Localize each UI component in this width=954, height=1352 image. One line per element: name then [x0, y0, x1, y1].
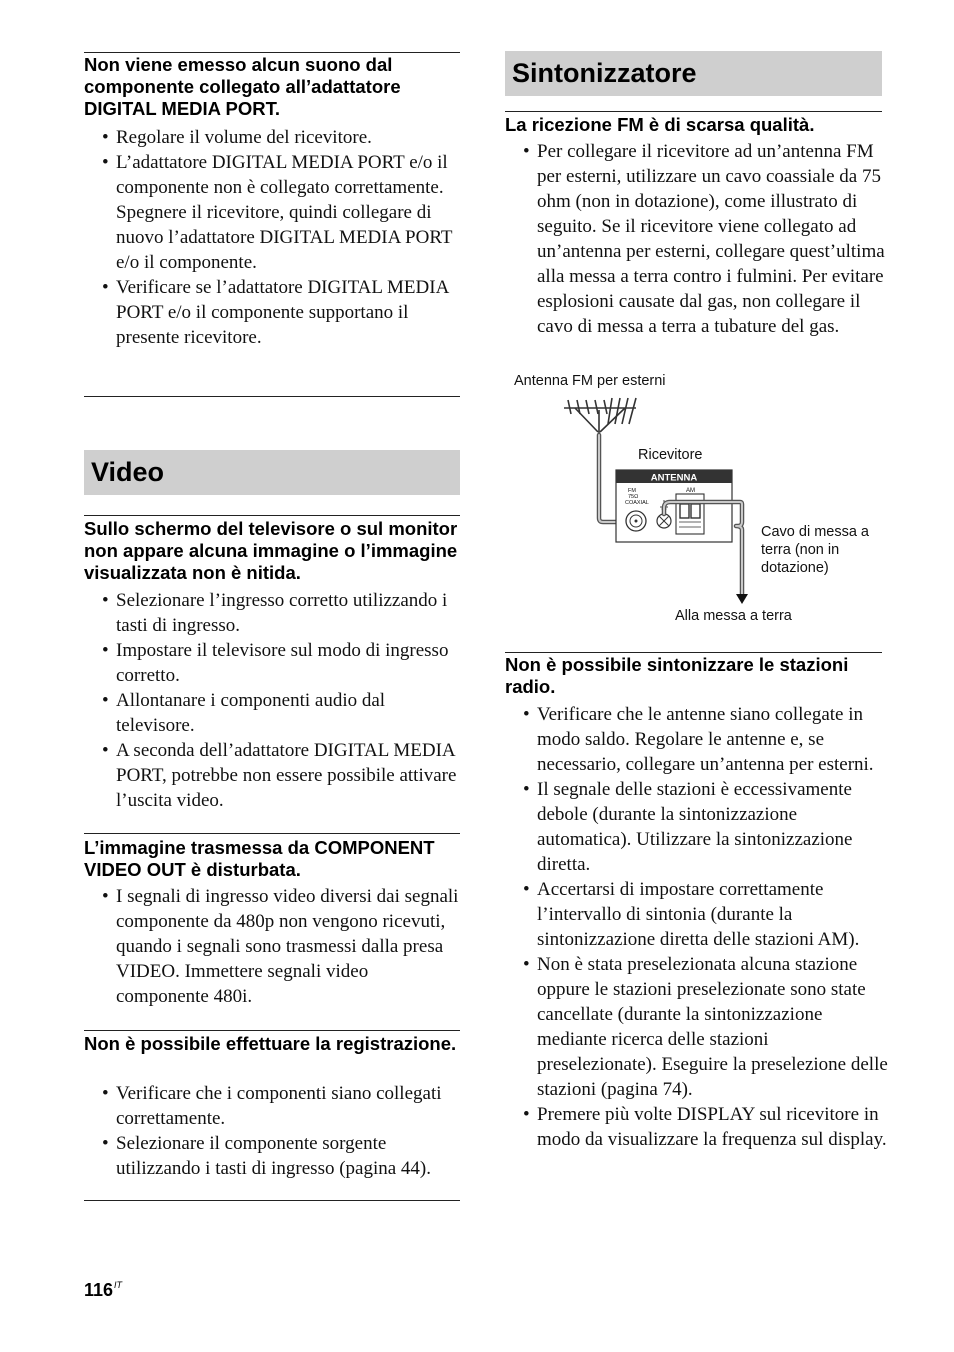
antenna-connection-diagram	[540, 390, 770, 620]
list-cannot-tune	[505, 702, 890, 1152]
list-item: • Regolare il volume del ricevitore.	[84, 125, 464, 150]
rule	[84, 833, 460, 834]
list-item: • A seconda dell’adattatore DIGITAL MEDIA PORT, potrebbe non essere possibile attivare l’uscita video.	[84, 738, 464, 813]
list-item: • Selezionare il componente sorgente utilizzando i tasti di ingresso (pagina 44).	[84, 1131, 464, 1181]
list-item: • Verificare se l’adattatore DIGITAL MEDIA PORT e/o il componente supportano il presente ricevitore.	[84, 275, 464, 350]
rule-top-left	[84, 52, 460, 53]
outdoor-antenna-icon	[564, 398, 636, 435]
list-item: • Il segnale delle stazioni è eccessivamente debole (durante la sintonizzazione automatica). Utilizzare la sintonizzazione diretta.	[505, 777, 890, 877]
page-number	[84, 1280, 122, 1301]
rule-bottom-left	[84, 1200, 460, 1201]
list-item: • Accertarsi di impostare correttamente l’intervallo di sintonia (durante la sintonizzazione diretta delle stazioni AM).	[505, 877, 890, 952]
am-label: AM	[686, 488, 695, 494]
list-item: • Verificare che le antenne siano collegate in modo saldo. Regolare le antenne e, se necessario, collegare un’antenna per esterni.	[505, 702, 890, 777]
rule	[84, 1030, 460, 1031]
label-ground-cable: Cavo di messa a terra (non in dotazione)	[761, 524, 869, 576]
list-no-recording	[84, 1081, 464, 1181]
arrow-down-icon	[736, 594, 748, 604]
rule	[84, 515, 460, 516]
heading-cannot-tune: Non è possibile sintonizzare le stazioni radio.	[505, 654, 849, 697]
heading-no-sound-dmport: Non viene emesso alcun suono dal componente collegato all’adattatore DIGITAL MEDIA PORT.	[84, 54, 401, 119]
list-item: • I segnali di ingresso video diversi dai segnali componente da 480p non vengono ricevuti, quando i segnali sono trasmessi dalla presa VIDEO. Immettere segnali video componente 480i.	[84, 884, 464, 1009]
section-title-tuner: Sintonizzatore	[505, 51, 882, 96]
list-item: • Non è stata preselezionata alcuna stazione oppure le stazioni preselezionate sono state cancellate (durante la sintonizzazione mediante ricerca delle stazioni preselezionate). Eseguire la preselezione delle stazioni (pagina 74).	[505, 952, 890, 1102]
label-to-ground: Alla messa a terra	[675, 608, 792, 624]
list-no-image	[84, 588, 464, 813]
page-language-suffix: IT	[114, 1280, 123, 1290]
list-item: • L’adattatore DIGITAL MEDIA PORT e/o il componente non è collegato correttamente. Spegnere il ricevitore, quindi collegare di nuovo l’adattatore DIGITAL MEDIA PORT e/o il componente.	[84, 150, 464, 275]
page-number-value: 116	[84, 1280, 114, 1300]
label-outdoor-fm-antenna: Antenna FM per esterni	[514, 373, 666, 389]
rule	[505, 652, 882, 653]
list-item: • Verificare che i componenti siano collegati correttamente.	[84, 1081, 464, 1131]
list-item: • Selezionare l’ingresso corretto utilizzando i tasti di ingresso.	[84, 588, 464, 638]
heading-no-recording: Non è possibile effettuare la registrazione.	[84, 1033, 457, 1054]
section-title-video: Video	[84, 450, 460, 495]
list-component-video-out	[84, 884, 464, 1009]
list-item: • Per collegare il ricevitore ad un’antenna FM per esterni, utilizzare un cavo coassiale da 75 ohm (non in dotazione), come illustrato di seguito. Se il ricevitore viene collegato ad un’antenna per esterni, collegare quest’ultima alla messa a terra contro i fulmini. Per evitare esplosioni causate dal gas, non collegare il cavo di messa a terra a tubature del gas.	[505, 139, 890, 339]
list-item: • Impostare il televisore sul modo di ingresso corretto.	[84, 638, 464, 688]
heading-component-video-out: L’immagine trasmessa da COMPONENT VIDEO OUT è disturbata.	[84, 837, 435, 880]
list-item: • Allontanare i componenti audio dal televisore.	[84, 688, 464, 738]
heading-fm-reception: La ricezione FM è di scarsa qualità.	[505, 114, 815, 135]
rule	[505, 111, 882, 112]
heading-no-image: Sullo schermo del televisore o sul monitor non appare alcuna immagine o l’immagine visualizzata non è nitida.	[84, 518, 458, 583]
list-item: • Premere più volte DISPLAY sul ricevitore in modo da visualizzare la frequenza sul display.	[505, 1102, 890, 1152]
list-fm-reception	[505, 139, 890, 339]
antenna-panel-label: ANTENNA	[650, 472, 698, 484]
list-no-sound-dmport	[84, 125, 464, 350]
fm-label: FM	[628, 488, 636, 494]
rule-end-section	[84, 396, 460, 397]
fm-impedance-label: 75Ω	[628, 494, 639, 500]
fm-coaxial-label: COAXIAL	[625, 500, 649, 506]
label-receiver: Ricevitore	[638, 447, 703, 463]
